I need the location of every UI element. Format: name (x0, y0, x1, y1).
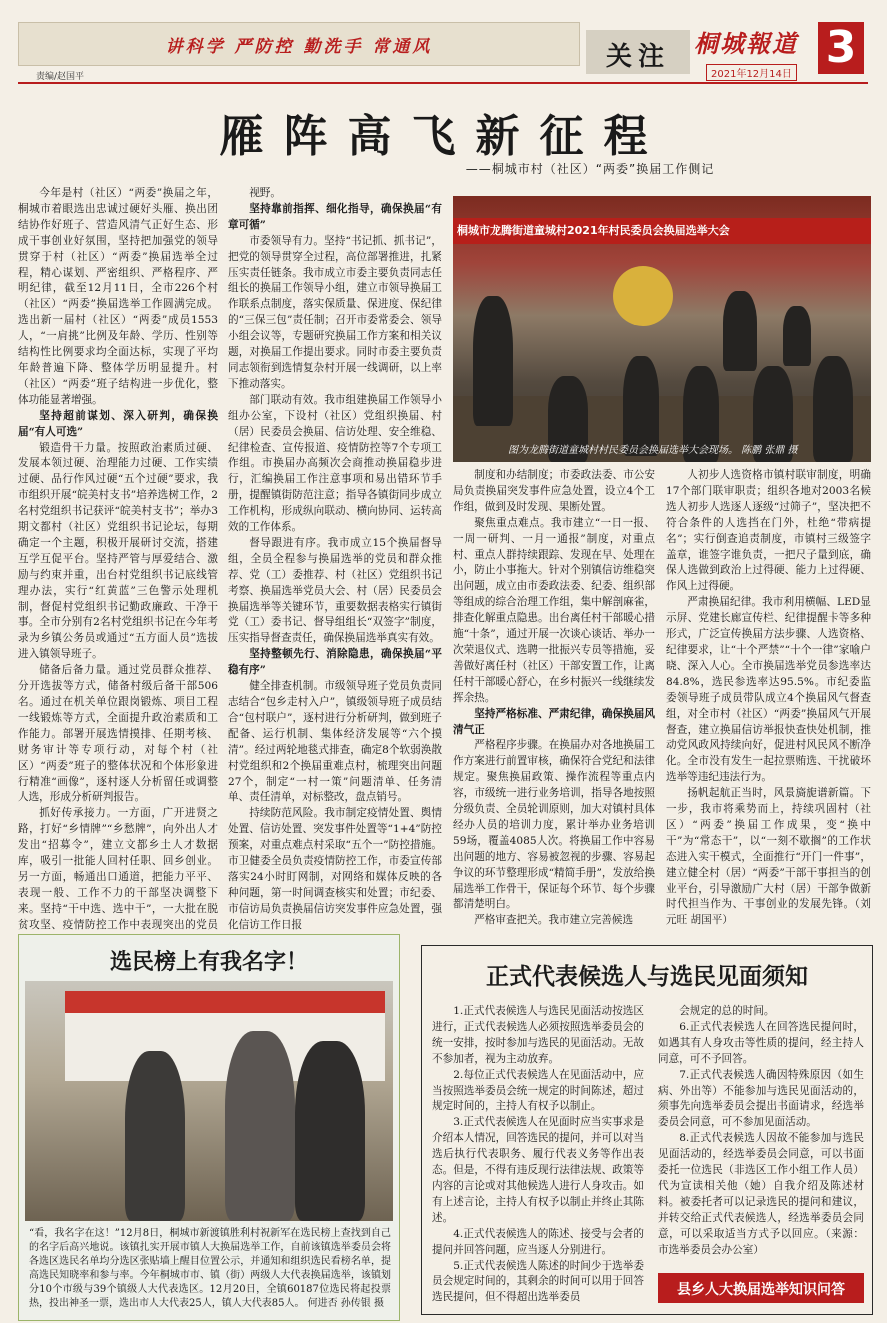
section-heading: 坚持严格标准、严肃纪律，确保换届风清气正 (453, 707, 655, 736)
article-headline: 雁阵高飞新征程 (219, 111, 668, 162)
photo-banner-text: 桐城市龙腾街道童城村2021年村民委员会换届选举大会 (457, 224, 730, 237)
paragraph: 制度和办结制度；市委政法委、市公安局负责换届突发事件应急处置，设立4个工作组，做到及时发现、果断处置。 (453, 469, 655, 513)
candidate-notice-box (421, 945, 873, 1315)
article-subheadline: ——桐城市村（社区）“两委”换届工作侧记 (465, 162, 715, 176)
header-divider (18, 82, 868, 84)
paragraph: 市委领导有力。坚持“书记抓、抓书记”，把党的领导贯穿全过程，高位部署推进，扎紧压实责任链条。我市成立市委主要负责同志任组长的换届工作领导小组，建立市领导换届工作联系点制度，落实保质量、保进度、保纪律的“三保三包”责任制；召开市委常委会、领导小组会议等，专题研究换届工作方案和相关议题，对换届工作提出要求。同时市委主要负责同志领衔到选情复杂村开展一线调研，以上率下推动落实。 (228, 234, 442, 390)
newspaper-logo: 桐城報道 (694, 29, 798, 58)
section-label-box (586, 30, 690, 74)
voter-list-feature (18, 934, 400, 1321)
notice-item: 7.正式代表候选人确因特殊原因（如生病、外出等）不能参加与选民见面活动的，须事先向选举委员会提出书面请求，经选举委员会同意，可不参加见面活动。 (658, 1068, 864, 1129)
notice-item: 6.正式代表候选人在回答选民提问时，如遇其有人身攻击等性质的提问，经主持人同意，可不予回答。 (658, 1020, 864, 1065)
person-figure (225, 1031, 295, 1221)
paragraph: 督导跟进有序。我市成立15个换届督导组，全员全程参与换届选举的党员和群众推荐、党（工）委推荐、村（社区）党组织书记考察、换届选举党员大会、村（居）民委员会换届选举等关键环节，重要数据表格实行镇街党（工）委书记、督导组组长“双签字”制度，压实指导督查责任，确保换届选举真实有效。 (228, 536, 442, 645)
paragraph: 聚焦重点难点。我市建立“一日一报、一周一研判、一月一通报”制度，对重点村、重点人群持续跟踪、发现在早、处理在小，防止小事拖大。针对个别镇信访维稳突出问题，成立由市委政法委、纪委、组织部等组成的综合治理工作组，集中解剖麻雀，排查化解重点隐患。出台离任村干部暖心措施“十条”，通过开展一次谈心谈话、举办一次荣退仪式、选聘一批振兴专员等措施，妥善做好离任村（社区）干部安置工作，让离任村干部暖心舒心，在乡村振兴一线继续发挥余热。 (453, 516, 655, 704)
slogan-bar (18, 22, 580, 66)
slogan: 讲科学 严防控 勤洗手 常通风 (165, 37, 433, 57)
article-column-4 (666, 468, 871, 928)
person-figure (125, 1051, 185, 1221)
paragraph: 严肃换届纪律。我市利用横幅、LED显示屏、党建长廊宣传栏、纪律提醒卡等多种形式，广泛宣传换届方法步骤、人选资格、纪律要求，让“十个严禁”“十个一律”家喻户晓、深入人心。全市换届选举党员参选率达84.8%，选民参选率达95.5%。市纪委监委领导班子成员带队成立4个换届风气督查组，对全市村（社区）“两委”换届风气开展督查，建立换届信访举报快查快处机制，推动党风政风持续向好，促进村风民风不断净化。全市没有发生一起拉票贿选、干扰破坏选举等违纪违法行为。 (666, 596, 871, 784)
page-number: 3 (818, 22, 864, 74)
paragraph: 储备后备力量。通过党员群众推荐、分开选拔等方式，储备村级后备干部506名。通过在机关单位跟岗锻炼、项目工程一线锻炼等方式，全面提升政治素质和工作能力。部署开展选情摸排、任期考核、财务审计等专项行动，对每个村（社区）“两委”班子的整体状况和个体形象进行精准“画像”，逐村逐人分析留任或调整人选，形成分析研判报告。 (18, 664, 218, 804)
voter-list-photo (25, 981, 393, 1221)
person-figure (473, 296, 513, 426)
notice-item: 4.正式代表候选人的陈述、接受与会者的提问并回答问题，应当逐人分别进行。 (432, 1227, 644, 1256)
notice-item: 8.正式代表候选人因故不能参加与选民见面活动的，经选举委员会同意，可以书面委托一位选民（非选区工作小组工作人员）代为宣读相关他（她）自我介绍及陈述材料。被委托者可以记录选民的提问和建议，并转交给正式代表候选人，经选举委员会同意，可以采取适当方式予以回应。（来源：市选举委员会办公室） (658, 1132, 864, 1256)
paragraph: 抓好传承接力。一方面，广开进贤之路，打好“乡情牌”“乡愁牌”，向外出人才发出“招募令”，建立文都乡土人才数据库，吸引一批能人回村任职、回乡创业。另一方面，畅通出口通道，把能力平平、表现一般、工作不力的干部坚决调整下来。坚持“干中选、选中干”，一大批在脱贫攻坚、疫情防控工作中表现突出的党员 (18, 807, 218, 931)
notice-title: 正式代表候选人与选民见面须知 (486, 964, 808, 990)
paragraph: 扬帆起航正当时，风景旖旎谱新篇。下一步，我市将乘势而上，持续巩固村（社区）“两委”换届工作成果，变“换中干”为“常态干”，以“一刻不歇搁”的工作状态进入实干模式，全面推行“开门一件事”，建立健全村（居）“两委”干部干事担当的创业平台，引导激励广大村（居）干部争做新时代担当作为、干事创业的发展先锋。（刘元旺 胡国平） (666, 787, 871, 927)
paragraph: 今年是村（社区）“两委”换届之年，桐城市着眼选出忠诚过硬好头雁、换出团结协作好班子、营造风清气正好生态、形成干事创业好氛围，坚持把加强党的领导贯穿于村（社区）“两委”换届选举全过程，精心谋划、严密组织、严格程序、严明纪律，截至12月11日，全市226个村（社区）“两委”换届选举工作圆满完成。选出新一届村（社区）“两委”成员1553人，“一肩挑”比例及年龄、学历、性别等结构性比例要求均全面达标，实现了平均年龄普遍下降、整体学历明显提升。村（社区）“两委”班子结构进一步优化，整体功能显著增强。 (18, 187, 218, 406)
notice-item: 2.每位正式代表候选人在见面活动中，应当按照选举委员会统一规定的时间陈述，超过规定时间的，主持人有权予以制止。 (432, 1068, 644, 1113)
section-heading: 坚持整顿先行、消除隐患，确保换届“平稳有序” (228, 648, 442, 677)
paragraph: 锻造骨干力量。按照政治素质过硬、发展本领过硬、治理能力过硬、工作实绩过硬、品行作风过硬“五个过硬”要求，我市组织开展“皖美村支书”培养选树工作，2名村党组织书记获评“皖美村支书”；举办3期文都村（社区）党组织书记论坛，每期确定一个主题，积极开展研讨交流，搭建互学互促平台。坚持严管与厚爱结合、激励与约束并重，出台村党组织书记底线管理办法，实行“红黄蓝”三色警示处理机制，督促村党组织书记勤政廉政、干净干事。全市分别有2名村党组织书记在今年考录为乡镇公务员或通过“五方面人员”选拔进入镇领导班子。 (18, 441, 218, 661)
party-emblem-icon (613, 266, 673, 326)
paragraph: 严格程序步骤。在换届办对各地换届工作方案进行前置审核，确保符合党纪和法律规定。聚焦换届政策、操作流程等重点内容，市级统一进行业务培训，指导各地按照分级负责、全员轮训原则，加大对镇村具体经办人员的培训力度，累计举办业务培训59场，覆盖4085人次。将换届工作中容易出问题的地方、容易被忽视的步骤、容易起争议的环节整理形成“精简手册”，发放给换届选举工作骨干，保证每个环节、每个步骤都清楚明白。 (453, 739, 655, 911)
paragraph: 健全排查机制。市级领导班子党员负责同志结合“包乡走村入户”，镇级领导班子成员结合“包村联户”，逐村进行分析研判，做到班子配备、运行机制、集体经济发展等“六个摸清”。经过两轮地毯式排查，确定8个软弱涣散村党组织和2个换届重难点村，梳理突出问题27个，制定“一村一策”问题清单、任务清单、责任清单，对标整改，盘点销号。 (228, 680, 442, 804)
paragraph: 严格审查把关。我市建立完善候选 (474, 914, 634, 927)
person-figure (783, 306, 811, 366)
notice-item: 3.正式代表候选人在见面时应当实事求是介绍本人情况，回答选民的提问，并可以对当选后执行代表职务、履行代表义务等作出表态。但是，不得有违反现行法律法规、政策等内容的言论或对其他候选人进行人身攻击。如有上述言论，主持人有权予以制止并终止其陈述。 (432, 1116, 644, 1224)
voter-feature-title: 选民榜上有我名字！ (109, 950, 308, 975)
section-heading: 坚持超前谋划、深入研判，确保换届“有人可选” (18, 409, 218, 438)
notice-item: 5.正式代表候选人陈述的时间少于选举委员会规定时间的，其剩余的时间可以用于回答选民提问，但不得超出选举委员 (432, 1259, 644, 1304)
notice-column-left (432, 1004, 644, 1306)
section-heading: 坚持靠前指挥、细化指导，确保换届“有章可循” (228, 202, 442, 231)
paragraph: 部门联动有效。我市组建换届工作领导小组办公室，下设村（社区）党组织换届、村（居）民委员会换届、信访处理、安全维稳、纪律检查、宣传报道、疫情防控等7个专项工作组。市换届办高频次会商推动换届稳步进行，汇编换届工作注意事项和易出错环节手册，提醒镇街防范注意；指导各镇街同步成立工作机构，形成纵向联动、横向协同、运转高效的工作体系。 (228, 393, 442, 534)
article-column-1 (18, 186, 218, 931)
person-figure (295, 1041, 365, 1221)
issue-date: 2021年12月14日 (706, 64, 797, 81)
masthead (18, 22, 868, 84)
article-column-3 (453, 468, 655, 928)
voter-photo-caption: “看，我名字在这！”12月8日，桐城市新渡镇胜利村祝新军在选民榜上查找到自己的名字后高兴地说。该镇扎实开展市镇人大换届选举工作，自前该镇选举委员会将各选区选民名单均分选区张贴墙上醒目位置公示，并通知和组织选民看榜名单，提高选民知晓率和参与率。今年桐城市市、镇（街）两级人大代表换届选举，该镇划分10个市级与39个镇级人大代表选区。12月20日，全镇60187位选民将起投票热，投出神圣一票，选出市人大代表25人，镇人大代表85人。 何进否 孙传银 摄 (29, 1228, 391, 1309)
board-header-strip (65, 991, 385, 1013)
qa-banner-text: 县乡人大换届选举知识问答 (677, 1282, 845, 1298)
qa-banner (658, 1273, 864, 1303)
paragraph: 持续防范风险。我市制定疫情处置、舆情处置、信访处置、突发事件处置等“1+4”防控预案，对重点难点村采取“五个一”防控措施。市卫健委全员负责疫情防控工作，市委宣传部落实24小时盯网制，对网络和媒体反映的各种问题，第一时间调查核实和处置；市纪委、市信访局负责换届信访突发事件应急处置，强化信访工作日报 (228, 807, 442, 931)
paragraph: 人初步人选资格市镇村联审制度，明确17个部门联审职责；组织各地对2003名候选人初步人选逐人逐级“过筛子”，坚决把不符合条件的人选挡在门外，杜绝“带病提名”；实行倒查追责制度，市镇村三级签字盖章，谁签字谁负责，一把尺子量到底，确保人选做到政治上过得硬、能力上过得硬、作风上过得硬。 (666, 469, 871, 593)
section-label: 关注 (605, 42, 670, 72)
person-figure (723, 291, 757, 371)
notice-item: 会规定的总的时间。 (679, 1005, 775, 1017)
article-column-2 (228, 186, 442, 931)
photo-caption: 图为龙腾街道童城村村民委员会换届选举大会现场。 陈鹏 张鼎 摄 (508, 445, 798, 456)
notice-column-right (658, 1004, 864, 1259)
person-figure (813, 356, 853, 462)
election-meeting-photo (453, 196, 871, 462)
paragraph: 视野。 (249, 187, 281, 199)
notice-item: 1.正式代表候选人与选民见面活动按选区进行，正式代表候选人必须按照选举委员会的统一安排，按时参加与选民的见面活动。无故不参加者，视为主动放弃。 (432, 1005, 644, 1065)
editor-credit: 责编/赵国平 (36, 72, 85, 82)
voter-feature-title-bar (89, 941, 329, 979)
